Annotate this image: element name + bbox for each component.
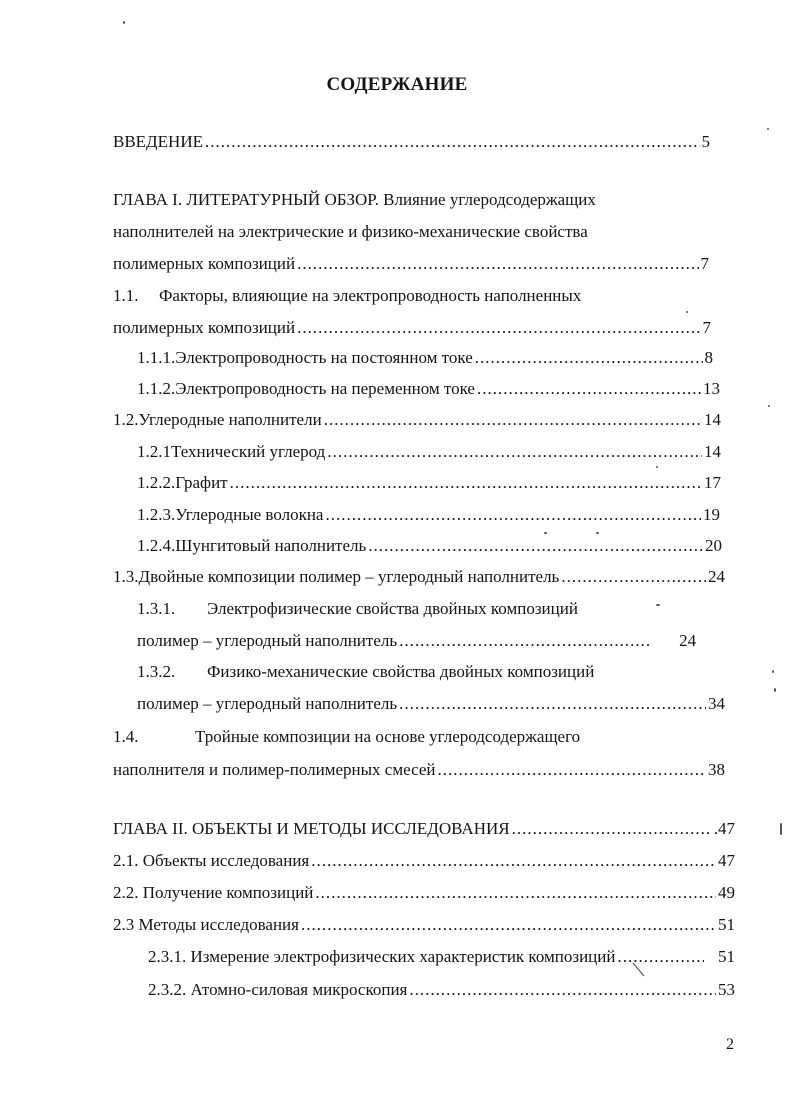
toc-entry-number: 1.1. [113, 286, 139, 305]
toc-entry-page: 14 [704, 410, 721, 429]
toc-entry-label: наполнителя и полимер-полимерных смесей [113, 760, 436, 779]
toc-entry-page: 24 [679, 631, 697, 650]
toc-entry-label: Электрофизические свойства двойных композиций [207, 599, 578, 618]
scan-speck [772, 670, 774, 673]
toc-entry-label: ГЛАВА II. ОБЪЕКТЫ И МЕТОДЫ ИССЛЕДОВАНИЯ [113, 819, 510, 838]
toc-section-1-1-line2 [113, 317, 711, 339]
toc-entry-label: Углеродные волокна [175, 505, 324, 524]
leader-dots [301, 914, 716, 936]
leader-dots [368, 535, 703, 557]
toc-section-1-1-2 [137, 378, 720, 400]
toc-entry-page: 13 [703, 379, 720, 398]
toc-entry-label: Электропроводность на переменном токе [175, 379, 475, 398]
toc-entry-label: Двойные композиции полимер – углеродный наполнитель [138, 567, 560, 586]
page-title: СОДЕРЖАНИЕ [326, 74, 468, 95]
toc-entry-label: 2.1. Объекты исследования [113, 851, 310, 870]
toc-entry-label: 2.2. Получение композиций [113, 883, 314, 902]
toc-section-1-3-2-line1 [137, 661, 594, 683]
toc-entry-label: Технический углерод [171, 442, 326, 461]
toc-entry-label: полимерных композиций [113, 254, 296, 273]
toc-entry-number: 1.2.4. [137, 536, 176, 555]
leader-dots [324, 409, 702, 431]
leader-dots [561, 566, 706, 588]
toc-entry-page: 19 [703, 505, 720, 524]
scan-speck [767, 128, 769, 130]
toc-section-1-1-1 [137, 347, 713, 369]
toc-entry-page: 38 [708, 760, 725, 779]
toc-entry-number: 1.3. [113, 567, 139, 586]
toc-chapter-1-line1 [113, 189, 596, 211]
toc-entry-label: Тройные композиции на основе углеродсодержащего [195, 727, 581, 746]
leader-dots [617, 946, 704, 968]
leader-dots [205, 131, 700, 153]
toc-entry-label: Графит [175, 473, 228, 492]
leader-dots [327, 441, 702, 463]
toc-section-2-3 [113, 914, 735, 936]
leader-dots [475, 347, 703, 369]
toc-entry-number: 1.2.3. [137, 505, 176, 524]
toc-entry-number: 1.3.2. [137, 662, 176, 681]
scan-speck [656, 466, 658, 468]
leader-dots [409, 979, 716, 1001]
toc-entry-introduction [113, 131, 710, 153]
toc-entry-page: 47 [718, 851, 735, 870]
toc-entry-page: 49 [718, 883, 735, 902]
leader-dots [297, 253, 698, 275]
leader-dots [297, 317, 700, 339]
toc-entry-page: 17 [704, 473, 721, 492]
scan-speck [686, 311, 688, 313]
toc-entry-label: 2.3.1. Измерение электрофизических характеристик композиций [148, 947, 616, 966]
toc-entry-page: 24 [708, 567, 725, 586]
toc-entry-label: Углеродные наполнители [138, 410, 322, 429]
toc-entry-label: Факторы, влияющие на электропроводность наполненных [159, 286, 582, 305]
scan-speck [123, 21, 125, 24]
toc-entry-page: 5 [701, 132, 710, 151]
leader-dots [311, 850, 716, 872]
toc-entry-page: 7 [700, 254, 709, 273]
toc-section-1-2-4 [137, 535, 722, 557]
toc-section-1-3-1-line1 [137, 598, 578, 620]
scan-speck [774, 688, 776, 692]
toc-entry-label: 2.3.2. Атомно-силовая микроскопия [148, 980, 408, 999]
leader-dots [477, 378, 701, 400]
toc-entry-page: 20 [705, 536, 722, 555]
toc-entry-label: Электропроводность на постоянном токе [175, 348, 473, 367]
toc-entry-label: 2.3 Методы исследования [113, 915, 299, 934]
toc-section-1-2-3 [137, 504, 720, 526]
toc-entry-label: Физико-механические свойства двойных композиций [207, 662, 595, 681]
toc-entry-number: 1.2. [113, 410, 139, 429]
toc-chapter-1-line2 [113, 221, 588, 243]
scan-speck [768, 405, 770, 407]
leader-dots [399, 693, 706, 715]
toc-entry-number: 1.3.1. [137, 599, 176, 618]
scan-speck [596, 532, 599, 534]
leader-dots [325, 504, 701, 526]
toc-entry-page: 53 [718, 980, 735, 999]
toc-section-1-2-2 [137, 472, 721, 494]
toc-entry-label: полимерных композиций [113, 318, 296, 337]
toc-entry-label: ГЛАВА I. ЛИТЕРАТУРНЫЙ ОБЗОР. Влияние углеродсодержащих [113, 190, 596, 209]
page-number: 2 [726, 1036, 734, 1053]
toc-entry-label: полимер – углеродный наполнитель [137, 694, 398, 713]
toc-entry-label: наполнителей на электрические и физико-механические свойства [113, 222, 588, 241]
toc-entry-page: 14 [704, 442, 721, 461]
scan-speck [656, 604, 660, 606]
toc-section-1-4-line2 [113, 759, 725, 781]
toc-entry-number: 1.1.2. [137, 379, 176, 398]
leader-dots [512, 818, 712, 840]
toc-section-1-3-1-line2 [137, 630, 725, 652]
toc-entry-number: 1.1.1. [137, 348, 176, 367]
toc-entry-page: .47 [713, 819, 735, 838]
toc-entry-page: 34 [708, 694, 725, 713]
leader-dots [399, 630, 649, 652]
toc-chapter-1-line3 [113, 253, 709, 275]
scan-stroke [632, 962, 646, 978]
toc-section-1-1-line1 [113, 285, 581, 307]
scan-speck [780, 823, 782, 835]
toc-entry-page: 8 [704, 348, 713, 367]
toc-entry-label: Шунгитовый наполнитель [175, 536, 367, 555]
toc-entry-page: 7 [702, 318, 711, 337]
toc-section-2-3-2 [148, 979, 735, 1001]
toc-entry-page: 51 [718, 915, 735, 934]
toc-entry-number: 1.2.1 [137, 442, 171, 461]
toc-section-2-1 [113, 850, 735, 872]
toc-entry-label: полимер – углеродный наполнитель [137, 631, 398, 650]
toc-entry-number: 1.2.2. [137, 473, 176, 492]
scan-speck [544, 532, 547, 534]
leader-dots [437, 759, 706, 781]
toc-section-1-3-2-line2 [137, 693, 725, 715]
toc-section-2-3-1 [148, 946, 735, 968]
toc-section-1-4-line1 [113, 726, 580, 748]
leader-dots [315, 882, 716, 904]
toc-entry-label: ВВЕДЕНИЕ [113, 132, 203, 151]
toc-section-1-2 [113, 409, 721, 431]
toc-section-1-3 [113, 566, 725, 588]
leader-dots [230, 472, 702, 494]
toc-entry-page: 51 [718, 947, 735, 966]
toc-chapter-2 [113, 818, 735, 840]
toc-section-1-2-1 [137, 441, 721, 463]
toc-section-2-2 [113, 882, 735, 904]
toc-entry-number: 1.4. [113, 727, 139, 746]
